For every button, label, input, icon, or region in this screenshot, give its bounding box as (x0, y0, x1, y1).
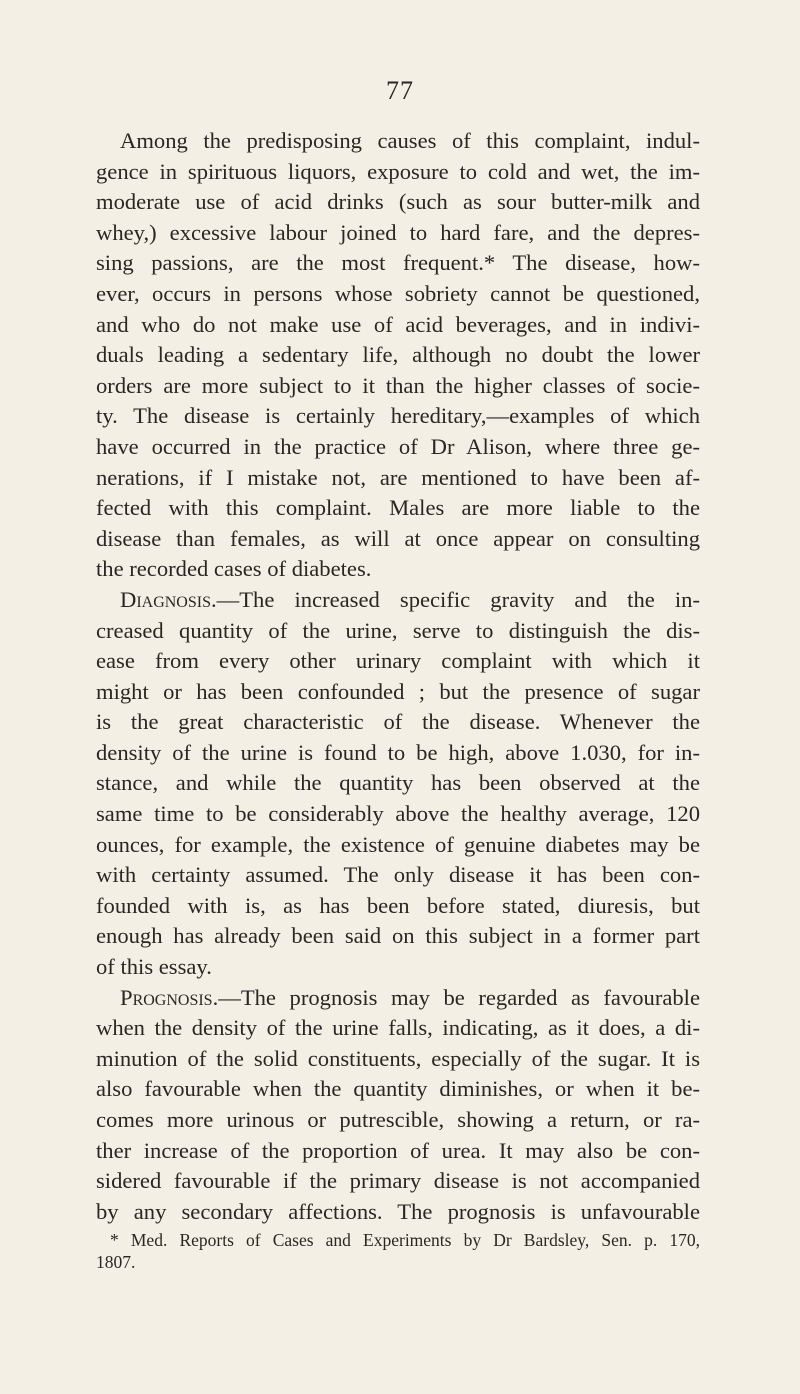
text-line: with certainty assumed. The only disease it has been con- (96, 862, 700, 888)
text-line: founded with is, as has been before stated, diuresis, but (96, 892, 700, 918)
text-line: by any secondary affections. The prognosis is unfavourable (96, 1198, 700, 1224)
text-line: moderate use of acid drinks (such as sour butter-milk and (96, 189, 700, 215)
text-line: fected with this complaint. Males are more liable to the (96, 495, 700, 521)
text-line: also favourable when the quantity diminishes, or when it be- (96, 1076, 700, 1102)
text-line: sing passions, are the most frequent.* The disease, how- (96, 250, 700, 276)
text-line: gence in spirituous liquors, exposure to cold and wet, the im- (96, 158, 700, 184)
text-line: might or has been confounded ; but the presence of sugar (96, 678, 700, 704)
text-line: same time to be considerably above the healthy average, 120 (96, 801, 700, 827)
text-line: ease from every other urinary complaint with which it (96, 648, 700, 674)
text-line: when the density of the urine falls, indicating, as it does, a di- (96, 1015, 700, 1041)
text-line: disease than females, as will at once appear on consulting (96, 525, 700, 551)
text-line: ounces, for example, the existence of genuine diabetes may be (96, 831, 700, 857)
page-number: 77 (386, 76, 414, 105)
text-line (96, 983, 700, 1014)
text-line: orders are more subject to it than the higher classes of socie- (96, 372, 700, 398)
text-line: nerations, if I mistake not, are mentioned to have been af- (96, 464, 700, 490)
text-line: have occurred in the practice of Dr Alison, where three ge- (96, 433, 700, 459)
text-span: —The prognosis may be regarded as favourable (218, 984, 700, 1010)
footnote-line: 1807. (96, 1252, 136, 1272)
text-span: —The increased specific gravity and the in- (216, 586, 700, 612)
text-line: enough has already been said on this subject in a former part (96, 923, 700, 949)
text-line: stance, and while the quantity has been observed at the (96, 770, 700, 796)
footnote (96, 1229, 700, 1273)
text-line: ty. The disease is certainly hereditary,—examples of which (96, 403, 700, 429)
text-line: comes more urinous or putrescible, showing a return, or ra- (96, 1107, 700, 1132)
body-text (96, 126, 700, 1227)
text-line: and who do not make use of acid beverages, and in indivi- (96, 311, 700, 337)
text-line: density of the urine is found to be high, above 1.030, for in- (96, 739, 700, 765)
text-line: ever, occurs in persons whose sobriety cannot be questioned, (96, 280, 700, 306)
text-line: minution of the solid constituents, especially of the sugar. It is (96, 1045, 700, 1071)
text-line: Among the predisposing causes of this complaint, indul- (120, 128, 700, 153)
text-line (96, 585, 700, 616)
footnote-line: * Med. Reports of Cases and Experiments by Dr Bardsley, Sen. p. 170, (110, 1230, 700, 1250)
text-line: creased quantity of the urine, serve to distinguish the dis- (96, 617, 700, 643)
text-line: ther increase of the proportion of urea. It may also be con- (96, 1137, 700, 1163)
text-line: of this essay. (96, 954, 212, 980)
text-line: sidered favourable if the primary disease is not accompanied (96, 1168, 700, 1194)
section-heading-diagnosis: Diagnosis. (120, 586, 217, 612)
text-line: the recorded cases of diabetes. (96, 556, 372, 582)
section-heading-prognosis: Prognosis. (120, 984, 219, 1010)
text-line: duals leading a sedentary life, although no doubt the lower (96, 342, 700, 368)
text-line: whey,) excessive labour joined to hard fare, and the depres- (96, 219, 700, 245)
text-line: is the great characteristic of the disease. Whenever the (96, 709, 700, 735)
